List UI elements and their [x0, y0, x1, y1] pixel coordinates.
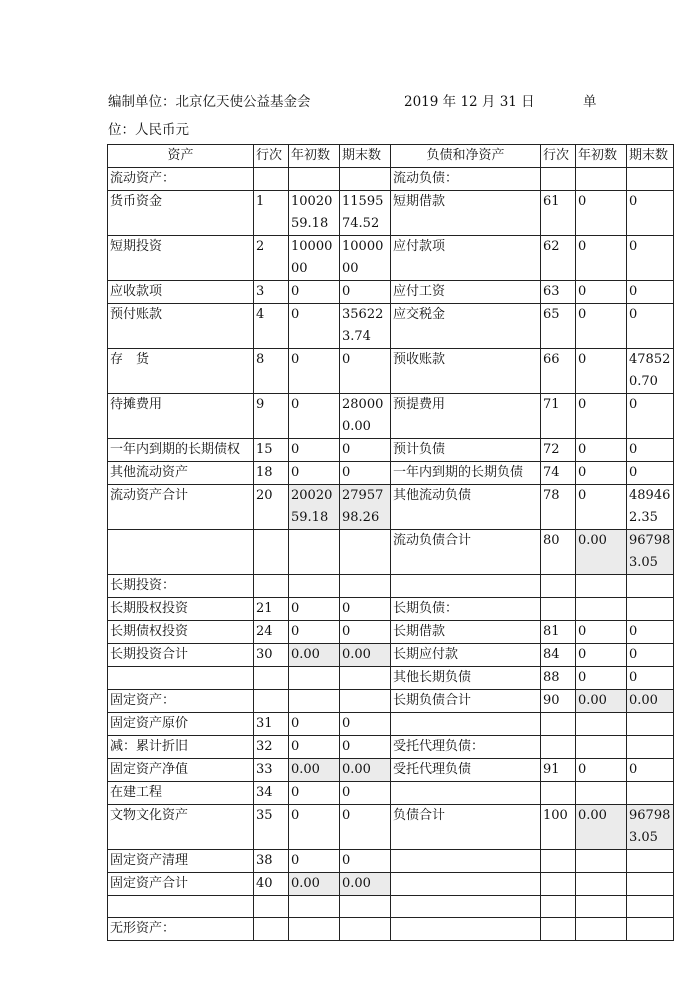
liability-opening-cell: 0.00: [576, 805, 627, 850]
table-row: [108, 236, 674, 281]
liability-line-no-cell: 72: [541, 439, 576, 462]
asset-line-no-cell: 40: [254, 873, 289, 896]
liability-name-cell: [391, 896, 541, 918]
asset-name-cell: 长期投资合计: [108, 644, 254, 667]
liability-opening-cell: 0.00: [576, 530, 627, 575]
asset-line-no-cell: 30: [254, 644, 289, 667]
liability-line-no-cell: 61: [541, 191, 576, 236]
liability-closing-cell: 0: [627, 281, 674, 304]
asset-opening-cell: 0: [289, 304, 340, 349]
liability-closing-cell: 0: [627, 394, 674, 439]
asset-name-cell: 待摊费用: [108, 394, 254, 439]
liability-name-cell: 受托代理负债：: [391, 736, 541, 759]
liability-line-no-cell: 80: [541, 530, 576, 575]
liability-opening-cell: [576, 782, 627, 805]
liability-name-cell: 应付工资: [391, 281, 541, 304]
asset-opening-cell: 0: [289, 439, 340, 462]
column-header-assets: 资产: [108, 145, 254, 168]
asset-name-cell: [108, 530, 254, 575]
asset-opening-cell: 0: [289, 713, 340, 736]
liability-name-cell: 应交税金: [391, 304, 541, 349]
asset-closing-cell: 0.00: [340, 644, 391, 667]
liability-opening-cell: [576, 736, 627, 759]
liability-opening-cell: [576, 598, 627, 621]
asset-opening-cell: 0.00: [289, 873, 340, 896]
liability-line-no-cell: [541, 873, 576, 896]
liability-opening-cell: 0: [576, 462, 627, 485]
asset-opening-cell: [289, 667, 340, 690]
asset-name-cell: 长期债权投资: [108, 621, 254, 644]
liability-line-no-cell: 88: [541, 667, 576, 690]
asset-opening-cell: [289, 918, 340, 941]
liability-name-cell: 其他流动负债: [391, 485, 541, 530]
liability-closing-cell: [627, 598, 674, 621]
liability-opening-cell: 0: [576, 759, 627, 782]
liability-opening-cell: [576, 918, 627, 941]
liability-name-cell: 长期负债合计: [391, 690, 541, 713]
asset-opening-cell: 0: [289, 621, 340, 644]
asset-line-no-cell: 33: [254, 759, 289, 782]
asset-closing-cell: 0: [340, 462, 391, 485]
column-header-line-no: 行次: [541, 145, 576, 168]
liability-line-no-cell: [541, 782, 576, 805]
liability-opening-cell: [576, 896, 627, 918]
table-row: [108, 759, 674, 782]
liability-name-cell: [391, 713, 541, 736]
column-header-line-no: 行次: [254, 145, 289, 168]
asset-line-no-cell: 3: [254, 281, 289, 304]
asset-closing-cell: [340, 690, 391, 713]
liability-name-cell: 负债合计: [391, 805, 541, 850]
liability-closing-cell: 0: [627, 439, 674, 462]
asset-opening-cell: 0: [289, 281, 340, 304]
column-header-closing: 期末数: [340, 145, 391, 168]
liability-closing-cell: 0: [627, 644, 674, 667]
liability-name-cell: [391, 850, 541, 873]
asset-name-cell: 一年内到期的长期债权: [108, 439, 254, 462]
asset-closing-cell: 0.00: [340, 873, 391, 896]
asset-opening-cell: [289, 690, 340, 713]
table-row: [108, 304, 674, 349]
table-row: [108, 713, 674, 736]
table-row: [108, 896, 674, 918]
table-row: [108, 736, 674, 759]
asset-opening-cell: 0.00: [289, 644, 340, 667]
liability-opening-cell: 0: [576, 191, 627, 236]
asset-line-no-cell: [254, 690, 289, 713]
liability-name-cell: [391, 918, 541, 941]
asset-closing-cell: [340, 918, 391, 941]
liability-line-no-cell: [541, 850, 576, 873]
asset-closing-cell: 1159574.52: [340, 191, 391, 236]
liability-closing-cell: 0: [627, 236, 674, 281]
asset-closing-cell: [340, 575, 391, 598]
asset-name-cell: 固定资产清理: [108, 850, 254, 873]
liability-opening-cell: [576, 575, 627, 598]
asset-line-no-cell: [254, 918, 289, 941]
liability-closing-cell: 0: [627, 462, 674, 485]
liability-line-no-cell: [541, 918, 576, 941]
liability-opening-cell: 0: [576, 304, 627, 349]
table-row: [108, 667, 674, 690]
liability-line-no-cell: 91: [541, 759, 576, 782]
asset-name-cell: [108, 667, 254, 690]
asset-name-cell: 存 货: [108, 349, 254, 394]
table-row: [108, 349, 674, 394]
liability-opening-cell: 0: [576, 394, 627, 439]
liability-closing-cell: 0: [627, 191, 674, 236]
asset-opening-cell: 0: [289, 462, 340, 485]
asset-closing-cell: 0: [340, 349, 391, 394]
liability-line-no-cell: [541, 575, 576, 598]
liability-line-no-cell: [541, 598, 576, 621]
liability-name-cell: 流动负债合计: [391, 530, 541, 575]
liability-line-no-cell: 84: [541, 644, 576, 667]
asset-line-no-cell: 20: [254, 485, 289, 530]
liability-closing-cell: [627, 782, 674, 805]
asset-opening-cell: 0: [289, 782, 340, 805]
organization-label: 编制单位：北京亿天使公益基金会: [108, 94, 311, 110]
table-row: [108, 805, 674, 850]
liability-closing-cell: [627, 575, 674, 598]
asset-closing-cell: [340, 168, 391, 191]
liability-line-no-cell: 90: [541, 690, 576, 713]
liability-line-no-cell: 66: [541, 349, 576, 394]
asset-closing-cell: 0: [340, 621, 391, 644]
liability-name-cell: 应付款项: [391, 236, 541, 281]
asset-closing-cell: 0: [340, 850, 391, 873]
table-row: [108, 782, 674, 805]
liability-name-cell: 预提费用: [391, 394, 541, 439]
liability-name-cell: 一年内到期的长期负债: [391, 462, 541, 485]
asset-opening-cell: 0: [289, 850, 340, 873]
liability-name-cell: [391, 782, 541, 805]
table-row: [108, 281, 674, 304]
liability-closing-cell: 0: [627, 667, 674, 690]
liability-line-no-cell: [541, 713, 576, 736]
asset-opening-cell: 2002059.18: [289, 485, 340, 530]
asset-line-no-cell: 38: [254, 850, 289, 873]
asset-line-no-cell: 35: [254, 805, 289, 850]
column-header-opening: 年初数: [576, 145, 627, 168]
liability-closing-cell: [627, 850, 674, 873]
asset-line-no-cell: 31: [254, 713, 289, 736]
asset-opening-cell: 0: [289, 736, 340, 759]
liability-opening-cell: 0: [576, 485, 627, 530]
liability-closing-cell: [627, 736, 674, 759]
asset-name-cell: 流动资产合计: [108, 485, 254, 530]
table-header-row: [108, 145, 674, 168]
liability-line-no-cell: 65: [541, 304, 576, 349]
asset-closing-cell: 0: [340, 713, 391, 736]
liability-opening-cell: [576, 873, 627, 896]
liability-closing-cell: [627, 918, 674, 941]
table-row: [108, 530, 674, 575]
asset-closing-cell: 2795798.26: [340, 485, 391, 530]
liability-name-cell: 流动负债：: [391, 168, 541, 191]
liability-closing-cell: [627, 713, 674, 736]
asset-name-cell: 预付账款: [108, 304, 254, 349]
asset-line-no-cell: [254, 896, 289, 918]
liability-name-cell: 预计负债: [391, 439, 541, 462]
liability-line-no-cell: 78: [541, 485, 576, 530]
liability-closing-cell: 489462.35: [627, 485, 674, 530]
liability-line-no-cell: 81: [541, 621, 576, 644]
asset-opening-cell: [289, 575, 340, 598]
asset-line-no-cell: 2: [254, 236, 289, 281]
asset-name-cell: 应收款项: [108, 281, 254, 304]
asset-opening-cell: [289, 896, 340, 918]
asset-line-no-cell: 24: [254, 621, 289, 644]
asset-closing-cell: 0: [340, 782, 391, 805]
asset-closing-cell: 280000.00: [340, 394, 391, 439]
liability-closing-cell: [627, 873, 674, 896]
liability-name-cell: 长期应付款: [391, 644, 541, 667]
liability-closing-cell: [627, 168, 674, 191]
liability-name-cell: 其他长期负债: [391, 667, 541, 690]
liability-opening-cell: 0: [576, 439, 627, 462]
liability-closing-cell: 0: [627, 621, 674, 644]
liability-closing-cell: 478520.70: [627, 349, 674, 394]
asset-line-no-cell: 18: [254, 462, 289, 485]
liability-name-cell: [391, 575, 541, 598]
asset-line-no-cell: 32: [254, 736, 289, 759]
liability-opening-cell: 0: [576, 281, 627, 304]
table-row: [108, 621, 674, 644]
asset-name-cell: 固定资产合计: [108, 873, 254, 896]
balance-sheet-table: [107, 144, 674, 941]
column-header-opening: 年初数: [289, 145, 340, 168]
liability-closing-cell: 967983.05: [627, 530, 674, 575]
asset-closing-cell: 356223.74: [340, 304, 391, 349]
asset-opening-cell: 0.00: [289, 759, 340, 782]
column-header-closing: 期末数: [627, 145, 674, 168]
liability-line-no-cell: 74: [541, 462, 576, 485]
asset-opening-cell: 0: [289, 598, 340, 621]
asset-line-no-cell: [254, 530, 289, 575]
asset-closing-cell: [340, 896, 391, 918]
liability-opening-cell: 0: [576, 644, 627, 667]
report-date: 2019 年 12 月 31 日: [404, 94, 535, 110]
liability-name-cell: 长期借款: [391, 621, 541, 644]
asset-line-no-cell: 1: [254, 191, 289, 236]
table-row: [108, 394, 674, 439]
liability-line-no-cell: [541, 896, 576, 918]
asset-name-cell: 无形资产：: [108, 918, 254, 941]
currency-unit-label-part1: 单: [583, 94, 597, 110]
liability-opening-cell: 0: [576, 236, 627, 281]
asset-closing-cell: 0: [340, 598, 391, 621]
asset-opening-cell: 0: [289, 394, 340, 439]
asset-opening-cell: 1000000: [289, 236, 340, 281]
currency-unit-label-part2: 位：人民币元: [108, 122, 189, 138]
liability-name-cell: 长期负债：: [391, 598, 541, 621]
asset-closing-cell: 0: [340, 439, 391, 462]
asset-line-no-cell: [254, 667, 289, 690]
liability-opening-cell: [576, 850, 627, 873]
asset-name-cell: 长期投资：: [108, 575, 254, 598]
liability-line-no-cell: 71: [541, 394, 576, 439]
asset-closing-cell: [340, 667, 391, 690]
liability-closing-cell: [627, 896, 674, 918]
asset-opening-cell: [289, 530, 340, 575]
liability-opening-cell: [576, 168, 627, 191]
liability-name-cell: 预收账款: [391, 349, 541, 394]
liability-line-no-cell: 63: [541, 281, 576, 304]
asset-line-no-cell: 15: [254, 439, 289, 462]
table-row: [108, 918, 674, 941]
liability-line-no-cell: [541, 168, 576, 191]
table-row: [108, 690, 674, 713]
asset-opening-cell: [289, 168, 340, 191]
asset-line-no-cell: [254, 575, 289, 598]
liability-name-cell: [391, 873, 541, 896]
asset-name-cell: 在建工程: [108, 782, 254, 805]
liability-opening-cell: [576, 713, 627, 736]
asset-line-no-cell: 9: [254, 394, 289, 439]
table-row: [108, 873, 674, 896]
liability-line-no-cell: [541, 736, 576, 759]
liability-name-cell: 受托代理负债: [391, 759, 541, 782]
liability-line-no-cell: 100: [541, 805, 576, 850]
asset-line-no-cell: 34: [254, 782, 289, 805]
asset-name-cell: 货币资金: [108, 191, 254, 236]
asset-closing-cell: 0.00: [340, 759, 391, 782]
liability-closing-cell: 0: [627, 304, 674, 349]
liability-opening-cell: 0.00: [576, 690, 627, 713]
liability-name-cell: 短期借款: [391, 191, 541, 236]
asset-closing-cell: 0: [340, 805, 391, 850]
table-row: [108, 191, 674, 236]
asset-opening-cell: 0: [289, 805, 340, 850]
table-row: [108, 462, 674, 485]
asset-name-cell: 其他流动资产: [108, 462, 254, 485]
asset-name-cell: 流动资产：: [108, 168, 254, 191]
asset-name-cell: 长期股权投资: [108, 598, 254, 621]
asset-closing-cell: 0: [340, 281, 391, 304]
liability-line-no-cell: 62: [541, 236, 576, 281]
liability-opening-cell: 0: [576, 349, 627, 394]
asset-closing-cell: 1000000: [340, 236, 391, 281]
asset-name-cell: [108, 896, 254, 918]
asset-line-no-cell: [254, 168, 289, 191]
asset-name-cell: 短期投资: [108, 236, 254, 281]
table-row: [108, 598, 674, 621]
asset-line-no-cell: 21: [254, 598, 289, 621]
table-row: [108, 575, 674, 598]
asset-name-cell: 减：累计折旧: [108, 736, 254, 759]
liability-opening-cell: 0: [576, 621, 627, 644]
asset-opening-cell: 1002059.18: [289, 191, 340, 236]
asset-line-no-cell: 4: [254, 304, 289, 349]
asset-name-cell: 固定资产：: [108, 690, 254, 713]
asset-name-cell: 固定资产净值: [108, 759, 254, 782]
table-row: [108, 485, 674, 530]
liability-closing-cell: 967983.05: [627, 805, 674, 850]
table-row: [108, 644, 674, 667]
liability-closing-cell: 0.00: [627, 690, 674, 713]
table-row: [108, 168, 674, 191]
column-header-liabilities-net-assets: 负债和净资产: [391, 145, 541, 168]
liability-closing-cell: 0: [627, 759, 674, 782]
table-row: [108, 439, 674, 462]
asset-name-cell: 固定资产原价: [108, 713, 254, 736]
asset-opening-cell: 0: [289, 349, 340, 394]
asset-closing-cell: [340, 530, 391, 575]
asset-name-cell: 文物文化资产: [108, 805, 254, 850]
asset-closing-cell: 0: [340, 736, 391, 759]
liability-opening-cell: 0: [576, 667, 627, 690]
table-row: [108, 850, 674, 873]
asset-line-no-cell: 8: [254, 349, 289, 394]
